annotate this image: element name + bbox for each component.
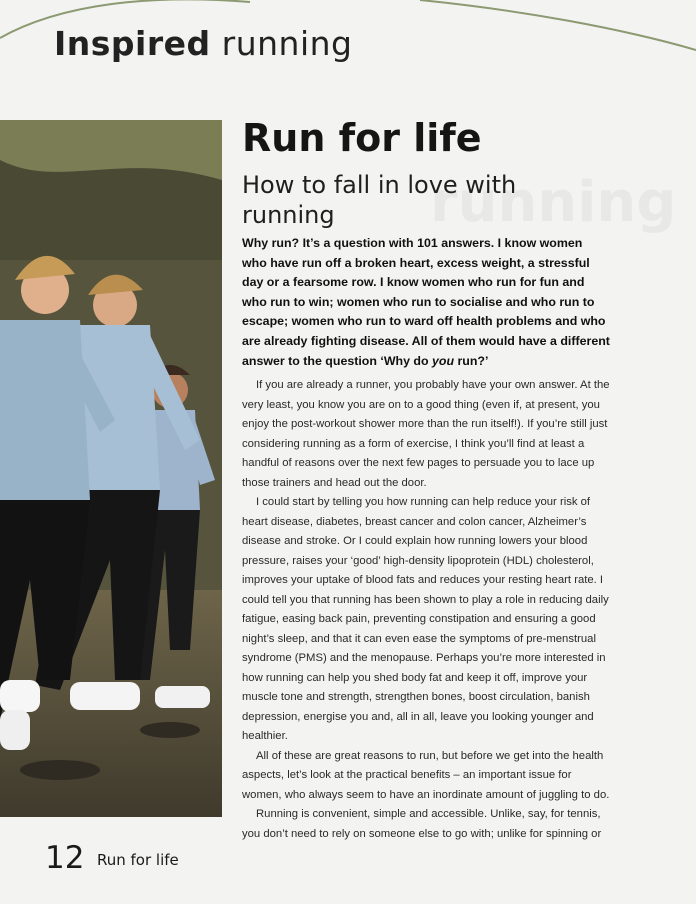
intro-paragraph: [242, 234, 610, 371]
body-paragraph: If you are already a runner, you probably have your own answer. At the very least, you know you are on to a good thing (even if, at present, you enjoy the post-workout shower more than the run itself!). If you’re still just considering running as a form of exercise, I think you’ll find at least a handful of reasons over the next few pages to persuade you to lace up those trainers and head out the door.: [242, 379, 610, 489]
article-subtitle: How to fall in love with running: [242, 171, 517, 229]
runners-photo: [0, 120, 222, 817]
section-title-light: running: [221, 24, 353, 63]
section-title: [54, 22, 352, 66]
article-body: [242, 234, 610, 844]
body-paragraph: I could start by telling you how running can help reduce your risk of heart disease, diabetes, breast cancer and colon cancer, Alzheimer’s disease and stroke. Or I could explain how running lowers your blood pressure, raises your ‘good’ high-density lipoprotein (HDL) cholesterol, improves your uptake of blood fats and reduces your resting heart rate. I could tell you that running has been shown to play a role in reducing daily fatigue, easing back pain, preventing constipation and ensuring a good night’s sleep, and that it can even ease the symptoms of pre-menstrual syndrome (PMS) and the menopause. Perhaps you’re more interested in how running can help you shed body fat and keep it off, improve your muscle tone and strength, strengthen bones, boost circulation, banish depression, energise you and, all in all, leave you looking younger and healthier.: [242, 496, 609, 743]
body-paragraph: Running is convenient, simple and accessible. Unlike, say, for tennis, you don’t need to rely on someone else to go with; unlike for spinning or: [242, 808, 602, 840]
article-title: Run for life: [242, 116, 482, 160]
runners-illustration: [0, 120, 222, 817]
intro-text-end: run?’: [454, 353, 489, 368]
page-number: 12: [45, 840, 85, 876]
intro-emphasis: you: [432, 353, 455, 368]
section-title-bold: Inspired: [54, 24, 211, 63]
footer-running-title: Run for life: [97, 851, 179, 869]
body-paragraph: All of these are great reasons to run, but before we get into the health aspects, let’s look at the practical benefits – an important issue for women, who always seem to have an inordinate amount of juggling to do.: [242, 749, 610, 801]
intro-text: Why run? It’s a question with 101 answers. I know women who have run off a broken heart, excess weight, a stressful day or a fearsome row. I know women who run for fun and who run to win; women who run to socialise and who run to escape; women who run to ward off health problems and who are already fighting disease. All of them would have a different answer to the question ‘Why do: [242, 236, 610, 368]
